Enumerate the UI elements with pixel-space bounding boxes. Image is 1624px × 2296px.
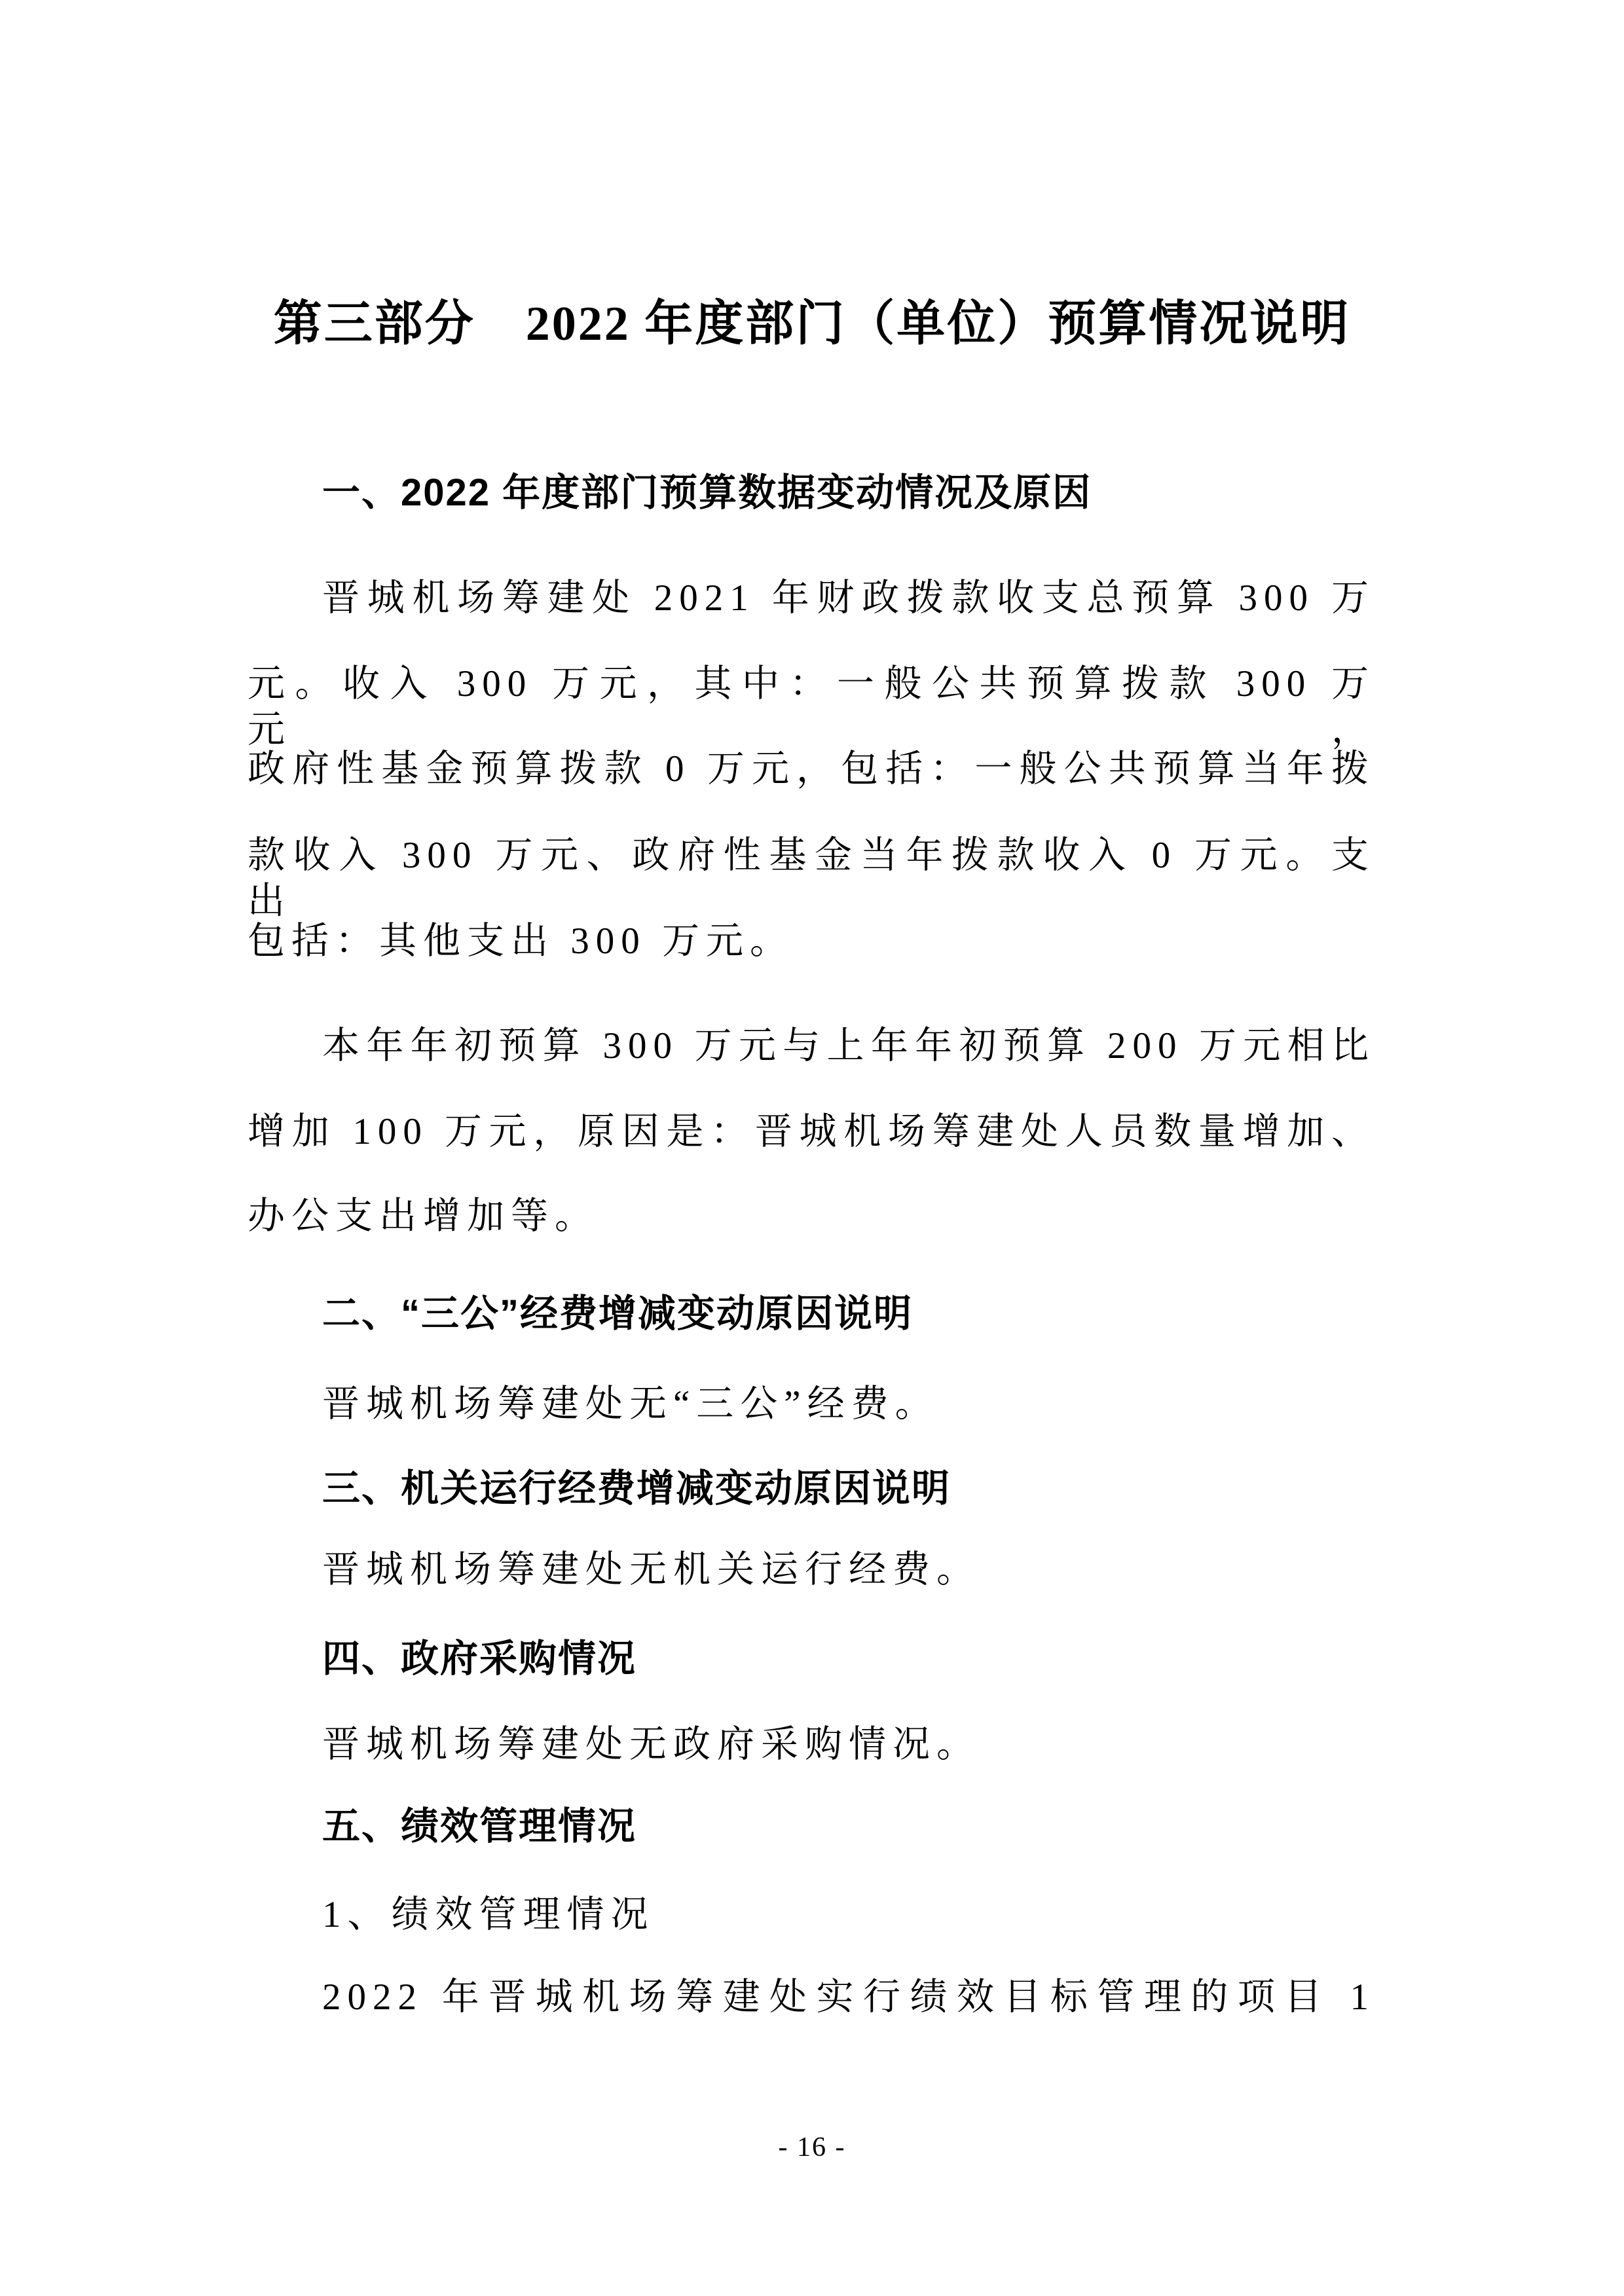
paragraph-2-line-2: 增加 100 万元，原因是：晋城机场筹建处人员数量增加、: [248, 1111, 1375, 1152]
paragraph-1-line-2: 元。收入 300 万元，其中：一般公共预算拨款 300 万元，: [248, 663, 1375, 750]
section-heading-5: 五、绩效管理情况: [322, 1805, 637, 1848]
section-heading-4: 四、政府采购情况: [322, 1637, 637, 1680]
paragraph-1-line-5: 包括：其他支出 300 万元。: [248, 920, 794, 962]
paragraph-1-line-1: 晋城机场筹建处 2021 年财政拨款收支总预算 300 万: [322, 577, 1375, 619]
section-2-note: 晋城机场筹建处无“三公”经费。: [322, 1383, 939, 1425]
section-5-item-1: 1、绩效管理情况: [322, 1894, 655, 1935]
paragraph-2-line-3: 办公支出增加等。: [248, 1195, 599, 1237]
paragraph-2-line-1: 本年年初预算 300 万元与上年年初预算 200 万元相比: [322, 1025, 1375, 1066]
section-5-paragraph-line-1: 2022 年晋城机场筹建处实行绩效目标管理的项目 1: [322, 1977, 1375, 2018]
section-3-note: 晋城机场筹建处无机关运行经费。: [322, 1549, 980, 1590]
page-title: 第三部分 2022 年度部门（单位）预算情况说明: [273, 297, 1351, 351]
section-heading-3: 三、机关运行经费增减变动原因说明: [322, 1467, 951, 1510]
section-heading-2: 二、“三公”经费增减变动原因说明: [322, 1292, 913, 1335]
section-heading-1: 一、2022 年度部门预算数据变动情况及原因: [322, 471, 1092, 514]
section-4-note: 晋城机场筹建处无政府采购情况。: [322, 1724, 980, 1765]
page-number: - 16 -: [778, 2132, 846, 2162]
paragraph-1-line-3: 政府性基金预算拨款 0 万元，包括：一般公共预算当年拨: [248, 748, 1375, 790]
paragraph-1-line-4: 款收入 300 万元、政府性基金当年拨款收入 0 万元。支出: [248, 835, 1375, 922]
